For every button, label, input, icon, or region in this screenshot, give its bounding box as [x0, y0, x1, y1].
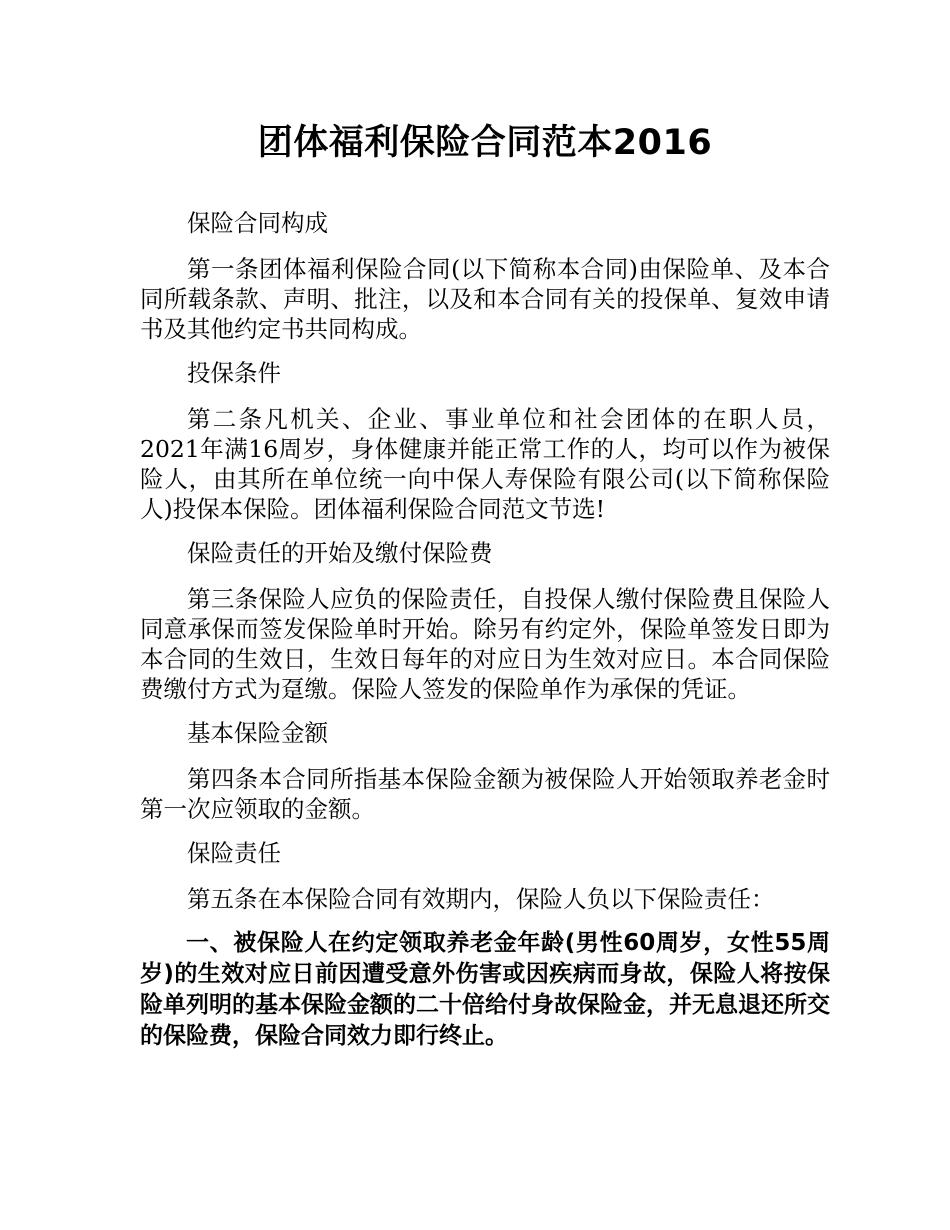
document-page [140, 118, 830, 1066]
section-heading-eligibility: 投保条件 [187, 359, 281, 387]
article-5-clause-1-paragraph: 一、被保险人在约定领取养老金年龄(男性60周岁，女性55周岁)的生效对应日前因遭受意外伤害或因疾病而身故，保险人将按保险单列明的基本保险金额的二十倍给付身故保险金，并无息退还所交的保险费，保险合同效力即行终止。 [140, 930, 830, 1049]
article-3-paragraph: 第三条保险人应负的保险责任，自投保人缴付保险费且保险人同意承保而签发保险单时开始。除另有约定外，保险单签发日即为本合同的生效日，生效日每年的对应日为生效对应日。本合同保险费缴付方式为趸缴。保险人签发的保险单作为承保的凭证。 [140, 585, 830, 703]
document-title: 团体福利保险合同范本2016 [257, 123, 713, 163]
section-heading-coverage-start: 保险责任的开始及缴付保险费 [187, 539, 493, 567]
article-1-paragraph: 第一条团体福利保险合同(以下简称本合同)由保险单、及本合同所载条款、声明、批注，以及和本合同有关的投保单、复效申请书及其他约定书共同构成。 [140, 255, 830, 343]
section-heading-basic-sum-insured: 基本保险金额 [187, 719, 328, 747]
section-heading-contract-composition: 保险合同构成 [187, 209, 328, 237]
article-2-paragraph: 第二条凡机关、企业、事业单位和社会团体的在职人员，2021年满16周岁，身体健康并能正常工作的人，均可以作为被保险人，由其所在单位统一向中保人寿保险有限公司(以下简称保险人)投保本保险。团体福利保险合同范文节选! [140, 405, 830, 523]
article-5-paragraph: 第五条在本保险合同有效期内，保险人负以下保险责任： [187, 885, 775, 913]
article-4-paragraph: 第四条本合同所指基本保险金额为被保险人开始领取养老金时第一次应领取的金额。 [140, 765, 830, 823]
section-heading-insurance-liability: 保险责任 [187, 839, 281, 867]
